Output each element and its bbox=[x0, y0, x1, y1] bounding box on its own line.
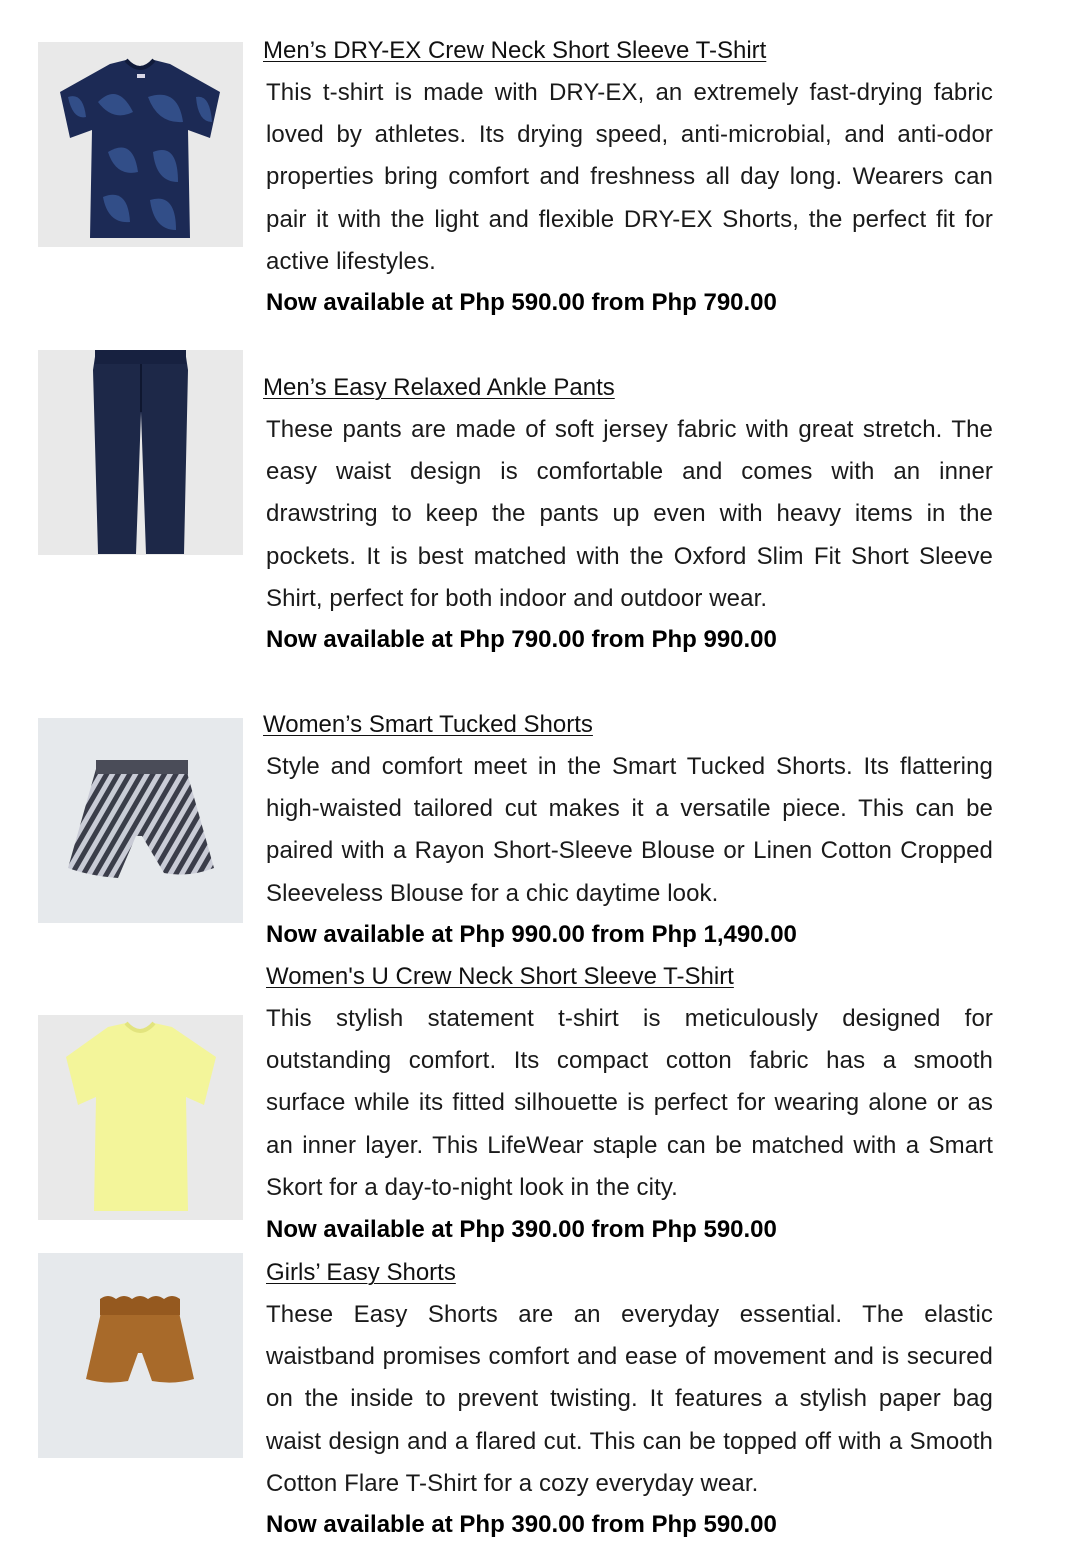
product-description: Style and comfort meet in the Smart Tucked Shorts. Its flattering high-waisted tailored cut makes it a versatile piece. This can be paired with a Rayon Short-Sleeve Blouse or Linen Cotton Cropped Sleeveless Blouse for a chic daytime look. bbox=[266, 753, 993, 907]
tshirt-navy-image bbox=[38, 42, 243, 247]
product-price: Now available at Php 990.00 from Php 1,490.00 bbox=[266, 921, 797, 948]
pants-navy-image bbox=[38, 350, 243, 555]
product-description: This t-shirt is made with DRY-EX, an extremely fast-drying fabric loved by athletes. Its drying speed, anti-microbial, and anti-odor properties bring comfort and freshness all day long. Wearers can pair it with the light and flexible DRY-EX Shorts, the perfect fit for active lifestyles. bbox=[266, 79, 993, 275]
product-image-brown-shorts[interactable] bbox=[38, 1253, 243, 1458]
product-price: Now available at Php 590.00 from Php 790.00 bbox=[266, 289, 777, 316]
product-image-tshirt-navy[interactable] bbox=[38, 42, 243, 247]
product-title-link[interactable]: Women's U Crew Neck Short Sleeve T-Shirt bbox=[266, 963, 734, 990]
product-description: These Easy Shorts are an everyday essential. The elastic waistband promises comfort and ease of movement and is secured on the inside to prevent twisting. It features a stylish paper bag waist design and a flared cut. This can be topped off with a Smooth Cotton Flare T-Shirt for a cozy everyday wear. bbox=[266, 1301, 993, 1497]
product-description: These pants are made of soft jersey fabric with great stretch. The easy waist design is comfortable and comes with an inner drawstring to keep the pants up even with heavy items in the pockets. It is best matched with the Oxford Slim Fit Short Sleeve Shirt, perfect for both indoor and outdoor wear. bbox=[266, 416, 993, 612]
product-title-link[interactable]: Women’s Smart Tucked Shorts bbox=[263, 711, 593, 738]
brown-shorts-image bbox=[38, 1253, 243, 1458]
yellow-tshirt-image bbox=[38, 1015, 243, 1220]
product-title-link[interactable]: Girls’ Easy Shorts bbox=[266, 1259, 456, 1286]
product-price: Now available at Php 390.00 from Php 590.00 bbox=[266, 1216, 777, 1243]
product-image-tucked-shorts[interactable] bbox=[38, 718, 243, 923]
product-price: Now available at Php 390.00 from Php 590.00 bbox=[266, 1511, 777, 1538]
tucked-shorts-image bbox=[38, 718, 243, 923]
product-title-link[interactable]: Men’s Easy Relaxed Ankle Pants bbox=[263, 374, 615, 401]
product-image-pants-navy[interactable] bbox=[38, 350, 243, 555]
product-description: This stylish statement t-shirt is meticulously designed for outstanding comfort. Its compact cotton fabric has a smooth surface while its fitted silhouette is perfect for wearing alone or as an inner layer. This LifeWear staple can be matched with a Smart Skort for a day-to-night look in the city. bbox=[266, 1005, 993, 1201]
product-image-yellow-tshirt[interactable] bbox=[38, 1015, 243, 1220]
product-title-link[interactable]: Men’s DRY-EX Crew Neck Short Sleeve T-Shirt bbox=[263, 37, 767, 64]
product-price: Now available at Php 790.00 from Php 990.00 bbox=[266, 626, 777, 653]
